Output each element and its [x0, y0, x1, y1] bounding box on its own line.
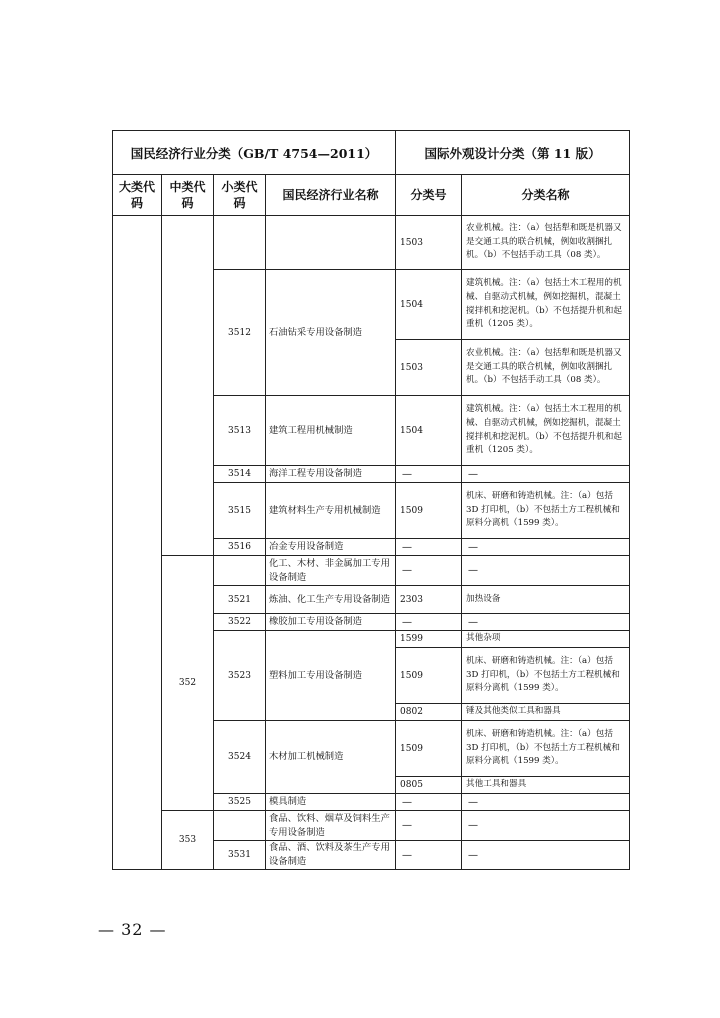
industry-name-cell: 木材加工机械制造 [266, 721, 396, 794]
class-no-cell: 1509 [396, 721, 462, 777]
minor-code-cell: 3513 [214, 396, 266, 466]
class-name-cell: 加热设备 [462, 586, 630, 614]
class-name-cell: 锤及其他类似工具和器具 [462, 704, 630, 721]
col-middle-code-header: 中类代码 [162, 175, 214, 216]
minor-code-cell [214, 556, 266, 586]
industry-name-cell: 炼油、化工生产专用设备制造 [266, 586, 396, 614]
industry-name-cell: 塑料加工专用设备制造 [266, 631, 396, 721]
class-no-cell: — [396, 794, 462, 811]
minor-code-cell [214, 216, 266, 270]
industry-name-cell: 食品、饮料、烟草及饲料生产专用设备制造 [266, 811, 396, 841]
class-name-cell: 机床、研磨和铸造机械。注：（a）包括 3D 打印机，（b）不包括土方工程机械和原料分离机（1599 类）。 [462, 721, 630, 777]
industry-name-cell: 海洋工程专用设备制造 [266, 466, 396, 483]
left-header-title: 国民经济行业分类（GB/T 4754—2011） [113, 131, 396, 175]
col-class-no-header: 分类号 [396, 175, 462, 216]
industry-name-cell [266, 216, 396, 270]
col-class-name-header: 分类名称 [462, 175, 630, 216]
class-no-cell: 0802 [396, 704, 462, 721]
class-name-cell: — [462, 841, 630, 870]
minor-code-cell: 3514 [214, 466, 266, 483]
minor-code-cell: 3516 [214, 539, 266, 556]
class-no-cell: 1504 [396, 270, 462, 340]
class-name-cell: — [462, 614, 630, 631]
industry-name-cell: 食品、酒、饮料及茶生产专用设备制造 [266, 841, 396, 870]
class-no-cell: 2303 [396, 586, 462, 614]
col-minor-code-header: 小类代码 [214, 175, 266, 216]
class-name-cell: 农业机械。注：（a）包括犁和既是机器又是交通工具的联合机械，例如收割捆扎机。（b）不包括手动工具（08 类）。 [462, 340, 630, 396]
class-name-cell: 机床、研磨和铸造机械。注：（a）包括 3D 打印机，（b）不包括土方工程机械和原料分离机（1599 类）。 [462, 648, 630, 704]
class-no-cell: 1503 [396, 216, 462, 270]
page-number: — 32 — [98, 920, 167, 939]
class-name-cell: 农业机械。注：（a）包括犁和既是机器又是交通工具的联合机械，例如收割捆扎机。（b）不包括手动工具（08 类）。 [462, 216, 630, 270]
class-name-cell: — [462, 556, 630, 586]
class-no-cell: 1503 [396, 340, 462, 396]
class-name-cell: 其他工具和器具 [462, 777, 630, 794]
class-no-cell: — [396, 841, 462, 870]
industry-name-cell: 石油钻采专用设备制造 [266, 270, 396, 396]
industry-name-cell: 建筑材料生产专用机械制造 [266, 483, 396, 539]
industry-name-cell: 建筑工程用机械制造 [266, 396, 396, 466]
class-no-cell: 1599 [396, 631, 462, 648]
class-no-cell: — [396, 466, 462, 483]
industry-name-cell: 橡胶加工专用设备制造 [266, 614, 396, 631]
table-row [113, 216, 630, 270]
class-no-cell: 1504 [396, 396, 462, 466]
minor-code-cell: 3515 [214, 483, 266, 539]
class-no-cell: — [396, 556, 462, 586]
col-major-code-header: 大类代码 [113, 175, 162, 216]
class-no-cell: 1509 [396, 483, 462, 539]
minor-code-cell: 3524 [214, 721, 266, 794]
middle-code-cell: 352 [162, 556, 214, 811]
class-name-cell: 建筑机械。注：（a）包括土木工程用的机械、自驱动式机械，例如挖掘机，混凝土搅拌机和挖泥机。（b）不包括提升机和起重机（1205 类）。 [462, 396, 630, 466]
class-no-cell: 1509 [396, 648, 462, 704]
industry-name-cell: 模具制造 [266, 794, 396, 811]
col-industry-name-header: 国民经济行业名称 [266, 175, 396, 216]
class-name-cell: 建筑机械。注：（a）包括土木工程用的机械、自驱动式机械，例如挖掘机，混凝土搅拌机和挖泥机。（b）不包括提升机和起重机（1205 类）。 [462, 270, 630, 340]
minor-code-cell: 3522 [214, 614, 266, 631]
minor-code-cell: 3512 [214, 270, 266, 396]
industry-name-cell: 冶金专用设备制造 [266, 539, 396, 556]
class-name-cell: 机床、研磨和铸造机械。注：（a）包括 3D 打印机，（b）不包括土方工程机械和原料分离机（1599 类）。 [462, 483, 630, 539]
right-header-title: 国际外观设计分类（第 11 版） [396, 131, 630, 175]
class-no-cell: 0805 [396, 777, 462, 794]
minor-code-cell: 3531 [214, 841, 266, 870]
class-no-cell: — [396, 614, 462, 631]
minor-code-cell: 3521 [214, 586, 266, 614]
class-name-cell: — [462, 539, 630, 556]
middle-code-cell: 353 [162, 811, 214, 870]
class-name-cell: — [462, 794, 630, 811]
class-no-cell: — [396, 539, 462, 556]
middle-code-cell [162, 216, 214, 556]
major-code-cell [113, 216, 162, 870]
table-row [113, 556, 630, 586]
classification-table [112, 130, 630, 870]
minor-code-cell: 3525 [214, 794, 266, 811]
class-name-cell: — [462, 811, 630, 841]
class-name-cell: 其他杂项 [462, 631, 630, 648]
industry-name-cell: 化工、木材、非金属加工专用设备制造 [266, 556, 396, 586]
class-no-cell: — [396, 811, 462, 841]
table-row [113, 811, 630, 841]
minor-code-cell [214, 811, 266, 841]
class-name-cell: — [462, 466, 630, 483]
minor-code-cell: 3523 [214, 631, 266, 721]
